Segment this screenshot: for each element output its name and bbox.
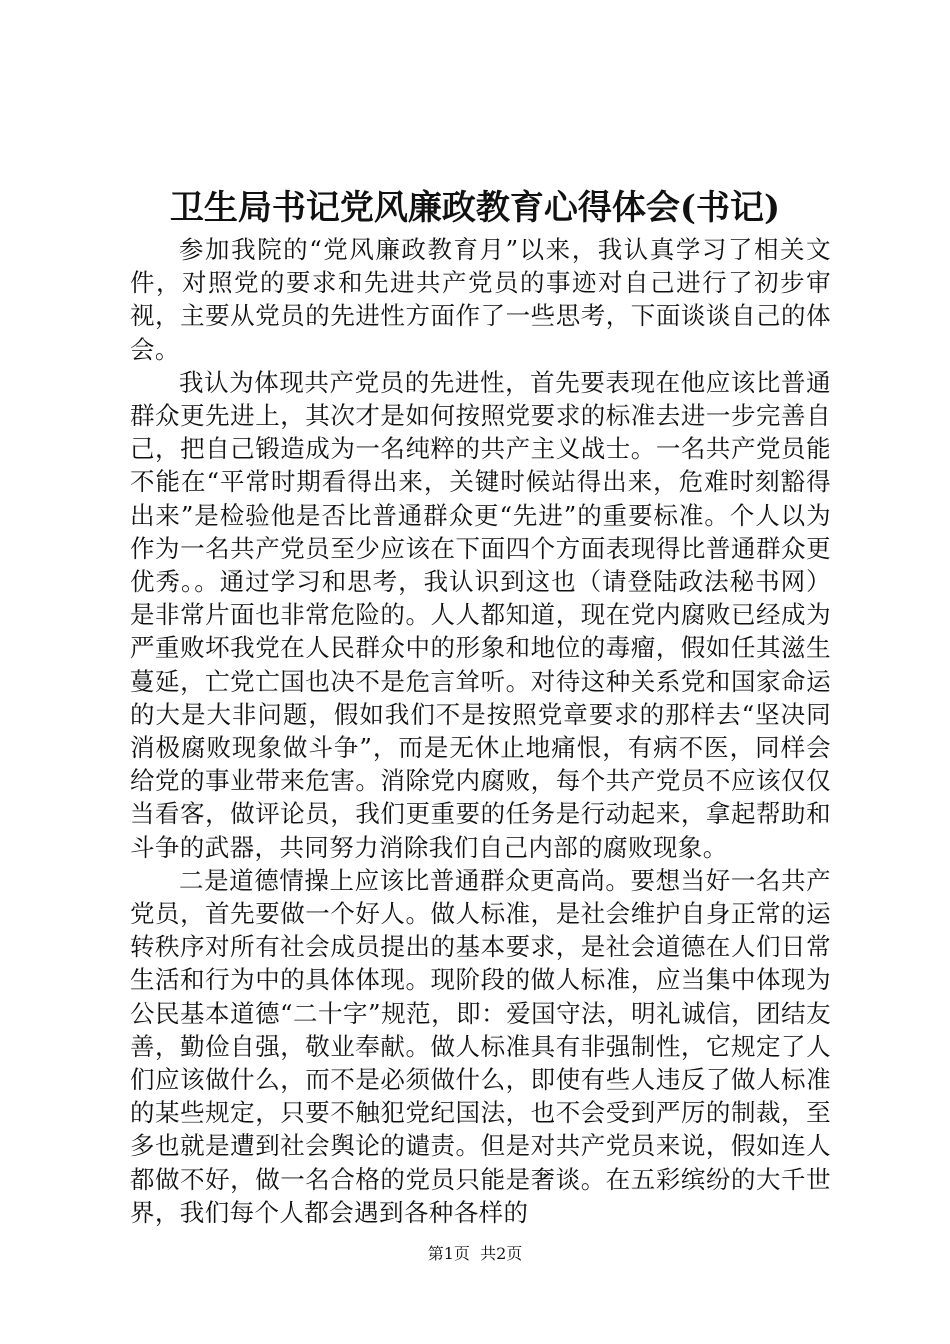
paragraph-advanced-nature: 我认为体现共产党员的先进性，首先要表现在他应该比普通群众更先进上，其次才是如何按照党要求的标准去进一步完善自己，把自己锻造成为一名纯粹的共产主义战士。一名共产党员能不能在“平常时期看得出来，关键时候站得出来，危难时刻豁得出来”是检验他是否比普通群众更“先进”的重要标准。个人以为作为一名共产党员至少应该在下面四个方面表现得比普通群众更优秀。。通过学习和思考，我认识到这也（请登陆政法秘书网）是非常片面也非常危险的。人人都知道，现在党内腐败已经成为严重败坏我党在人民群众中的形象和地位的毒瘤，假如任其滋生蔓延，亡党亡国也决不是危言耸听。对待这种关系党和国家命运的大是大非问题，假如我们不是按照党章要求的那样去“坚决同消极腐败现象做斗争”，而是无休止地痛恨，有病不医，同样会给党的事业带来危害。消除党内腐败，每个共产党员不应该仅仅当看客，做评论员，我们更重要的任务是行动起来，拿起帮助和斗争的武器，共同努力消除我们自己内部的腐败现象。 [130, 367, 831, 862]
page-number: 第1页 共2页 [427, 1244, 523, 1263]
paragraph-intro: 参加我院的“党风廉政教育月”以来，我认真学习了相关文件，对照党的要求和先进共产党员的事迹对自己进行了初步审视，主要从党员的先进性方面作了一些思考，下面谈谈自己的体会。 [130, 235, 831, 364]
paragraph-moral-character: 二是道德情操上应该比普通群众更高尚。要想当好一名共产党员，首先要做一个好人。做人标准，是社会维护自身正常的运转秩序对所有社会成员提出的基本要求，是社会道德在人们日常生活和行为中的具体体现。现阶段的做人标准，应当集中体现为公民基本道德“二十字”规范，即：爱国守法，明礼诚信，团结友善，勤俭自强，敬业奉献。做人标准具有非强制性，它规定了人们应该做什么，而不是必须做什么，即使有些人违反了做人标准的某些规定，只要不触犯党纪国法，也不会受到严厉的制裁，至多也就是遭到社会舆论的谴责。但是对共产党员来说，假如连人都做不好，做一名合格的党员只能是奢谈。在五彩缤纷的大千世界，我们每个人都会遇到各种各样的 [130, 865, 831, 1227]
page-footer [0, 1244, 950, 1264]
document-body [130, 233, 831, 1229]
document-title: 卫生局书记党风廉政教育心得体会(书记) [169, 188, 781, 228]
